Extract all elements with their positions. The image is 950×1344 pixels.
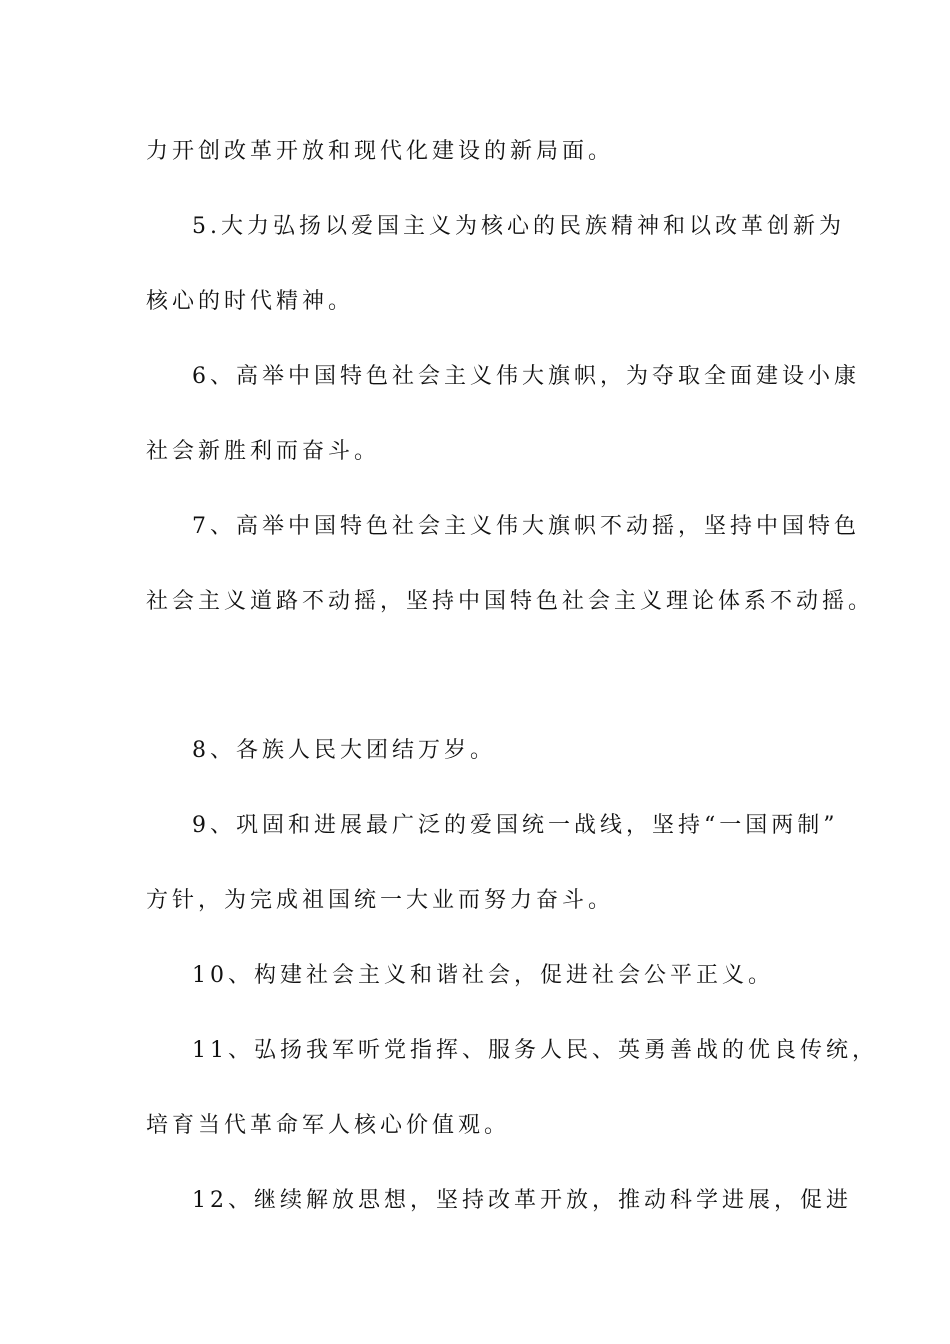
text-line: 力开创改革开放和现代化建设的新局面。 bbox=[146, 139, 615, 164]
text-line: 方针，为完成祖国统一大业而努力奋斗。 bbox=[146, 888, 615, 913]
text-line: 6、高举中国特色社会主义伟大旗帜，为夺取全面建设小康 bbox=[192, 364, 860, 389]
text-line: 11、弘扬我军听党指挥、服务人民、英勇善战的优良传统， bbox=[192, 1038, 878, 1063]
text-line: 7、高举中国特色社会主义伟大旗帜不动摇，坚持中国特色 bbox=[192, 514, 860, 539]
text-line: 核心的时代精神。 bbox=[146, 289, 355, 314]
text-line: 社会主义道路不动摇，坚持中国特色社会主义理论体系不动摇。 bbox=[146, 589, 875, 614]
text-line: 9、巩固和进展最广泛的爱国统一战线，坚持“一国两制” bbox=[192, 813, 839, 838]
text-line: 12、继续解放思想，坚持改革开放，推动科学进展，促进 bbox=[192, 1188, 852, 1213]
text-line: 5.大力弘扬以爱国主义为核心的民族精神和以改革创新为 bbox=[192, 214, 845, 239]
text-line: 10、构建社会主义和谐社会，促进社会公平正义。 bbox=[192, 963, 774, 988]
text-line: 8、各族人民大团结万岁。 bbox=[192, 738, 496, 763]
text-line: 社会新胜利而奋斗。 bbox=[146, 439, 381, 464]
text-line: 培育当代革命军人核心价值观。 bbox=[146, 1113, 511, 1138]
